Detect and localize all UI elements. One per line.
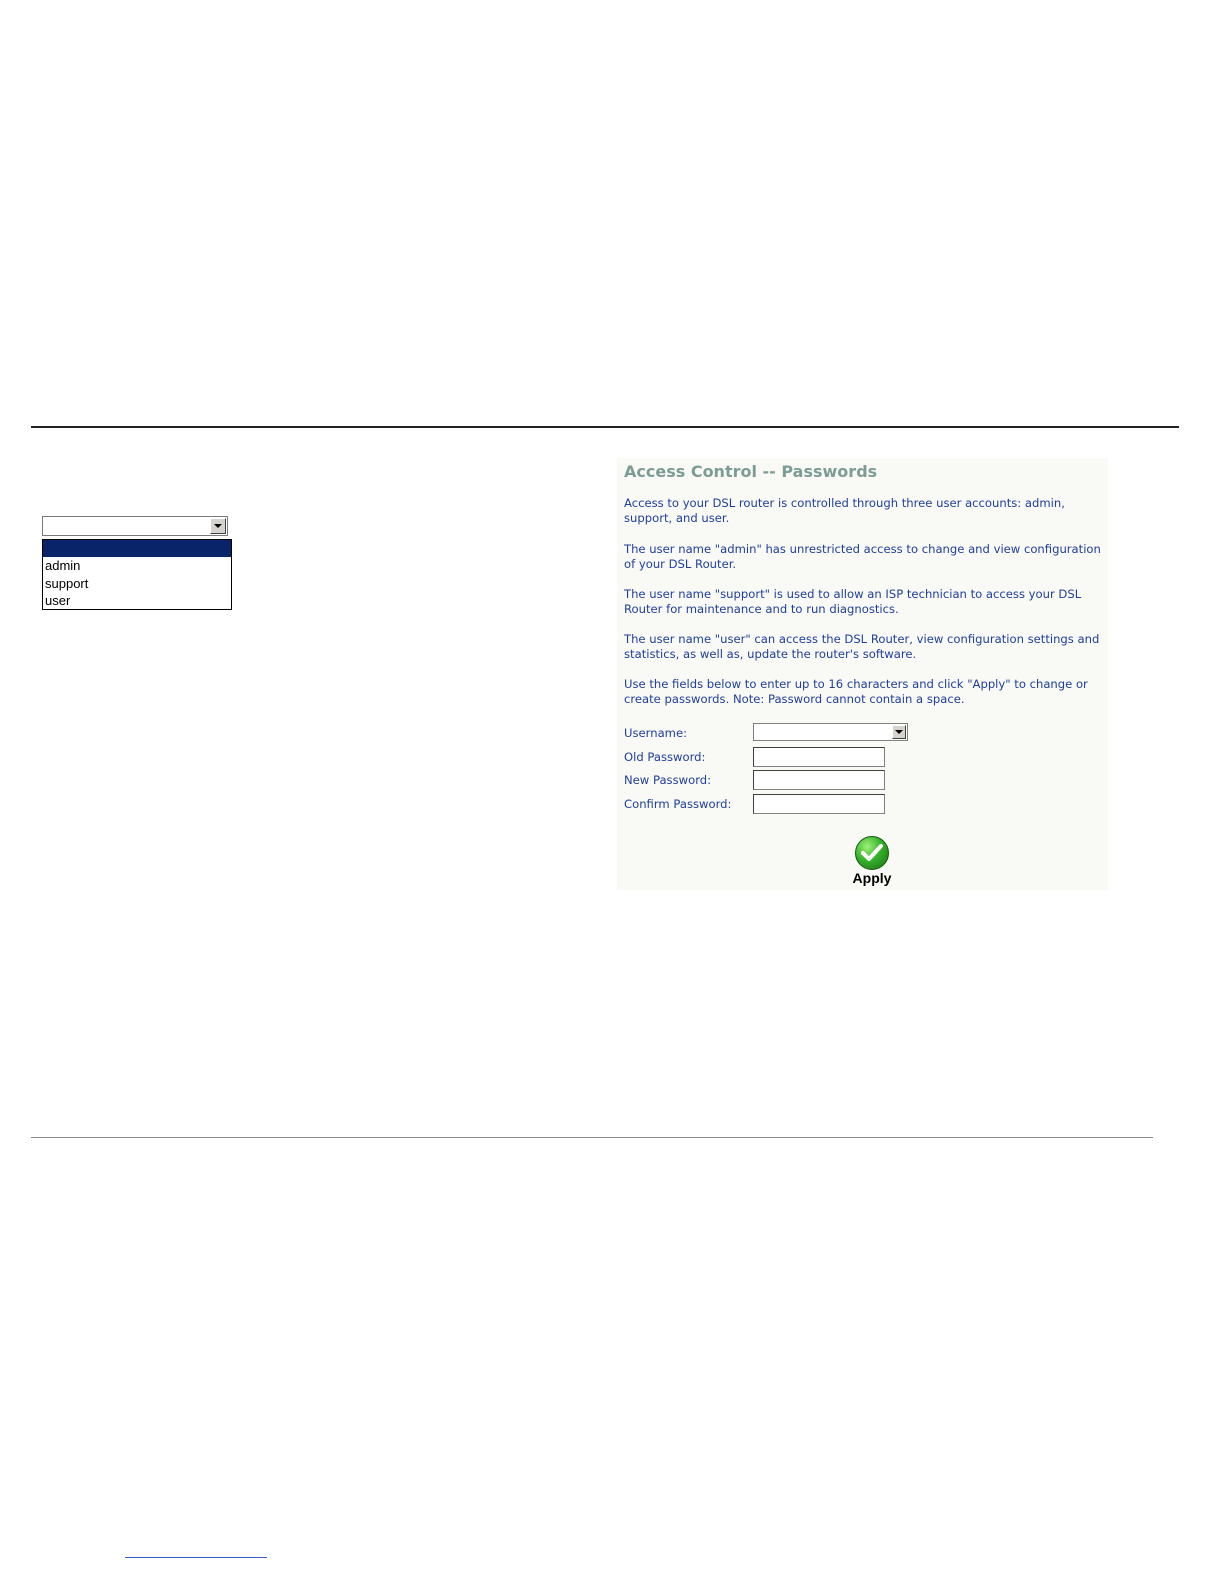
old-password-input[interactable] (753, 747, 885, 767)
option-support[interactable]: support (45, 575, 89, 591)
option-user[interactable]: user (45, 593, 71, 608)
chevron-down-icon[interactable] (210, 518, 226, 534)
username-select[interactable] (753, 723, 908, 741)
new-password-input[interactable] (753, 770, 885, 790)
chevron-down-icon[interactable] (892, 725, 906, 739)
top-divider (31, 426, 1179, 428)
access-control-panel (617, 458, 1108, 890)
admin-paragraph: The user name "admin" has unrestricted access to change and view configuration of your DSL Router. (624, 542, 1101, 571)
username-label: Username: (624, 726, 688, 740)
confirm-password-label: Confirm Password: (624, 797, 732, 811)
new-password-label: New Password: (624, 773, 712, 787)
old-password-label: Old Password: (624, 750, 706, 764)
footer-link-underline[interactable] (125, 1557, 267, 1558)
option-blank[interactable] (43, 540, 231, 557)
support-paragraph: The user name "support" is used to allow an ISP technician to access your DSL Router for maintenance and to run diagnostics. (624, 587, 1082, 616)
check-icon (855, 836, 889, 870)
page-title: Access Control -- Passwords (624, 462, 878, 481)
intro-paragraph: Access to your DSL router is controlled through three user accounts: admin, support, and user. (624, 496, 1065, 525)
option-admin[interactable]: admin (45, 558, 81, 573)
apply-button[interactable] (850, 836, 894, 886)
apply-label: Apply (852, 870, 892, 886)
user-paragraph: The user name "user" can access the DSL Router, view configuration settings and statistics, as well as, update the router's software. (624, 632, 1100, 661)
bottom-divider (31, 1137, 1153, 1138)
confirm-password-input[interactable] (753, 794, 885, 814)
username-option-list (42, 539, 232, 610)
instructions-paragraph: Use the fields below to enter up to 16 characters and click "Apply" to change or create passwords. Note: Password cannot contain a space. (624, 677, 1088, 706)
username-select-example[interactable] (42, 516, 228, 536)
